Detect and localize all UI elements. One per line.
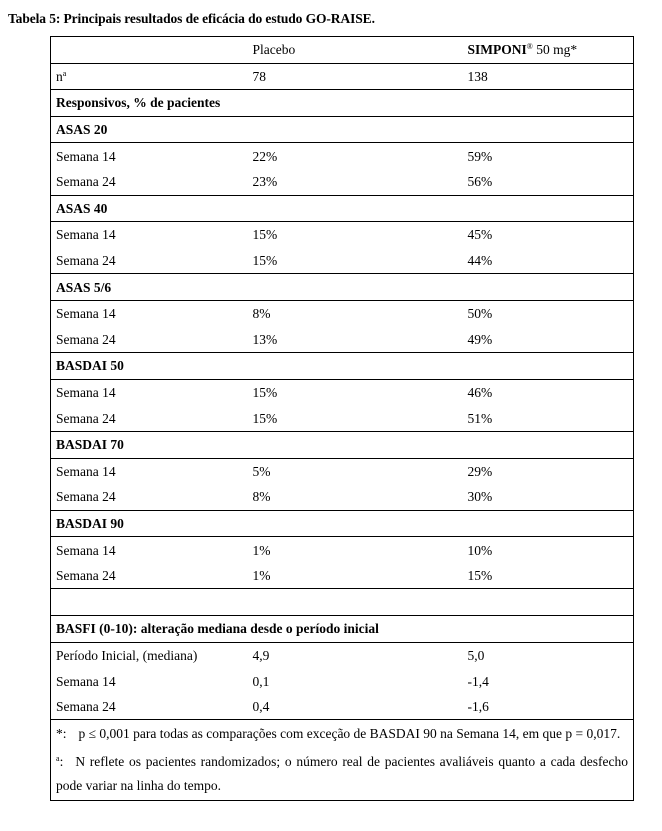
group-title-row [51, 431, 634, 458]
row-placebo: 22% [252, 148, 278, 164]
responsivos-row [51, 90, 634, 117]
table-row [51, 327, 634, 353]
row-placebo: 5% [252, 463, 271, 479]
basfi-title: BASFI (0-10): alteração mediana desde o período inicial [51, 616, 634, 643]
table-row [51, 169, 634, 195]
group-title: ASAS 40 [51, 195, 634, 222]
row-simponi: 29% [467, 463, 493, 479]
row-simponi: 49% [463, 327, 634, 353]
row-label: Semana 24 [51, 327, 248, 353]
table-row [51, 694, 634, 720]
row-simponi: 56% [463, 169, 634, 195]
header-simponi [463, 37, 634, 64]
footnote-star-text: p ≤ 0,001 para todas as comparações com exceção de BASDAI 90 na Semana 14, em que p = 0,017. [78, 726, 621, 742]
row-label: Semana 24 [51, 563, 248, 589]
row-placebo: 15% [252, 385, 278, 401]
row-simponi: 59% [467, 148, 493, 164]
row-placebo: 4,9 [252, 647, 270, 663]
row-label: Semana 24 [51, 169, 248, 195]
row-label: Semana 14 [56, 542, 116, 558]
group-title: ASAS 5/6 [51, 274, 634, 301]
footnote-a-text: N reflete os pacientes randomizados; o número real de pacientes avaliáveis quanto a cada desfecho pode variar na linha do tempo. [56, 754, 628, 794]
table-row [51, 563, 634, 589]
row-placebo: 15% [252, 227, 278, 243]
row-label: Semana 24 [51, 405, 248, 431]
table-row [51, 642, 634, 668]
row-simponi: 46% [467, 385, 493, 401]
row-placebo: 15% [248, 405, 463, 431]
table-row [51, 379, 634, 405]
row-simponi: -1,6 [463, 694, 634, 720]
table-row [51, 458, 634, 484]
group-title-row [51, 353, 634, 380]
row-placebo: 0,1 [252, 673, 270, 689]
row-label: Semana 14 [56, 306, 116, 322]
row-placebo: 0,4 [248, 694, 463, 720]
row-simponi: 5,0 [467, 647, 485, 663]
row-simponi: 50% [467, 306, 493, 322]
n-row [51, 63, 634, 90]
row-simponi: 45% [467, 227, 493, 243]
header-placebo: Placebo [248, 37, 463, 64]
row-simponi: 51% [463, 405, 634, 431]
footnote-a [51, 748, 634, 801]
row-placebo: 8% [252, 306, 271, 322]
group-title-row [51, 195, 634, 222]
row-label: Semana 14 [56, 148, 116, 164]
footnote-a-marker-suffix: : [59, 754, 64, 770]
table-row [51, 248, 634, 274]
group-title: BASDAI 50 [51, 353, 634, 380]
table-caption: Tabela 5: Principais resultados de eficácia do estudo GO-RAISE. [8, 11, 375, 26]
n-simponi: 138 [463, 63, 634, 90]
header-row [51, 37, 634, 64]
table-row [51, 222, 634, 248]
row-simponi: 15% [463, 563, 634, 589]
table-row [51, 537, 634, 563]
footnote-star [51, 720, 634, 749]
row-placebo: 1% [248, 563, 463, 589]
row-label: Semana 24 [51, 694, 248, 720]
row-label: Semana 14 [56, 463, 116, 479]
group-title-row [51, 510, 634, 537]
row-label: Período Inicial, (mediana) [56, 647, 198, 663]
row-placebo: 13% [248, 327, 463, 353]
table-row [51, 143, 634, 169]
row-placebo: 1% [252, 542, 271, 558]
simponi-dose: 50 mg* [532, 42, 578, 58]
simponi-name: SIMPONI [467, 42, 527, 58]
row-label: Semana 14 [56, 673, 116, 689]
row-placebo: 8% [248, 484, 463, 510]
basfi-title-row [51, 616, 634, 643]
row-placebo: 23% [248, 169, 463, 195]
table-row [51, 668, 634, 694]
row-label: Semana 14 [56, 227, 116, 243]
row-label: Semana 24 [51, 484, 248, 510]
table-row [51, 484, 634, 510]
registered-mark: ® [526, 42, 533, 52]
responsivos-title: Responsivos, % de pacientes [51, 90, 634, 117]
blank-cell [51, 589, 634, 616]
footnote-star-marker: *: [56, 726, 67, 742]
blank-row [51, 589, 634, 616]
footnote-a-marker: a [56, 754, 60, 764]
footnote-row [51, 720, 634, 749]
row-simponi: 30% [463, 484, 634, 510]
group-title-row [51, 274, 634, 301]
header-empty-cell [51, 37, 248, 64]
group-title: BASDAI 70 [51, 431, 634, 458]
group-title: BASDAI 90 [51, 510, 634, 537]
table-row [51, 405, 634, 431]
efficacy-table [50, 36, 634, 801]
group-title: ASAS 20 [51, 116, 634, 143]
n-label: $n^a$ [51, 63, 248, 90]
n-placebo: 78 [248, 63, 463, 90]
row-label: Semana 24 [51, 248, 248, 274]
n-label-sup: a [62, 68, 67, 78]
table-row [51, 300, 634, 326]
row-placebo: 15% [248, 248, 463, 274]
row-simponi: 10% [467, 542, 493, 558]
row-label: Semana 14 [56, 385, 116, 401]
footnote-row [51, 748, 634, 801]
group-title-row [51, 116, 634, 143]
row-simponi: 44% [463, 248, 634, 274]
row-simponi: -1,4 [467, 673, 489, 689]
